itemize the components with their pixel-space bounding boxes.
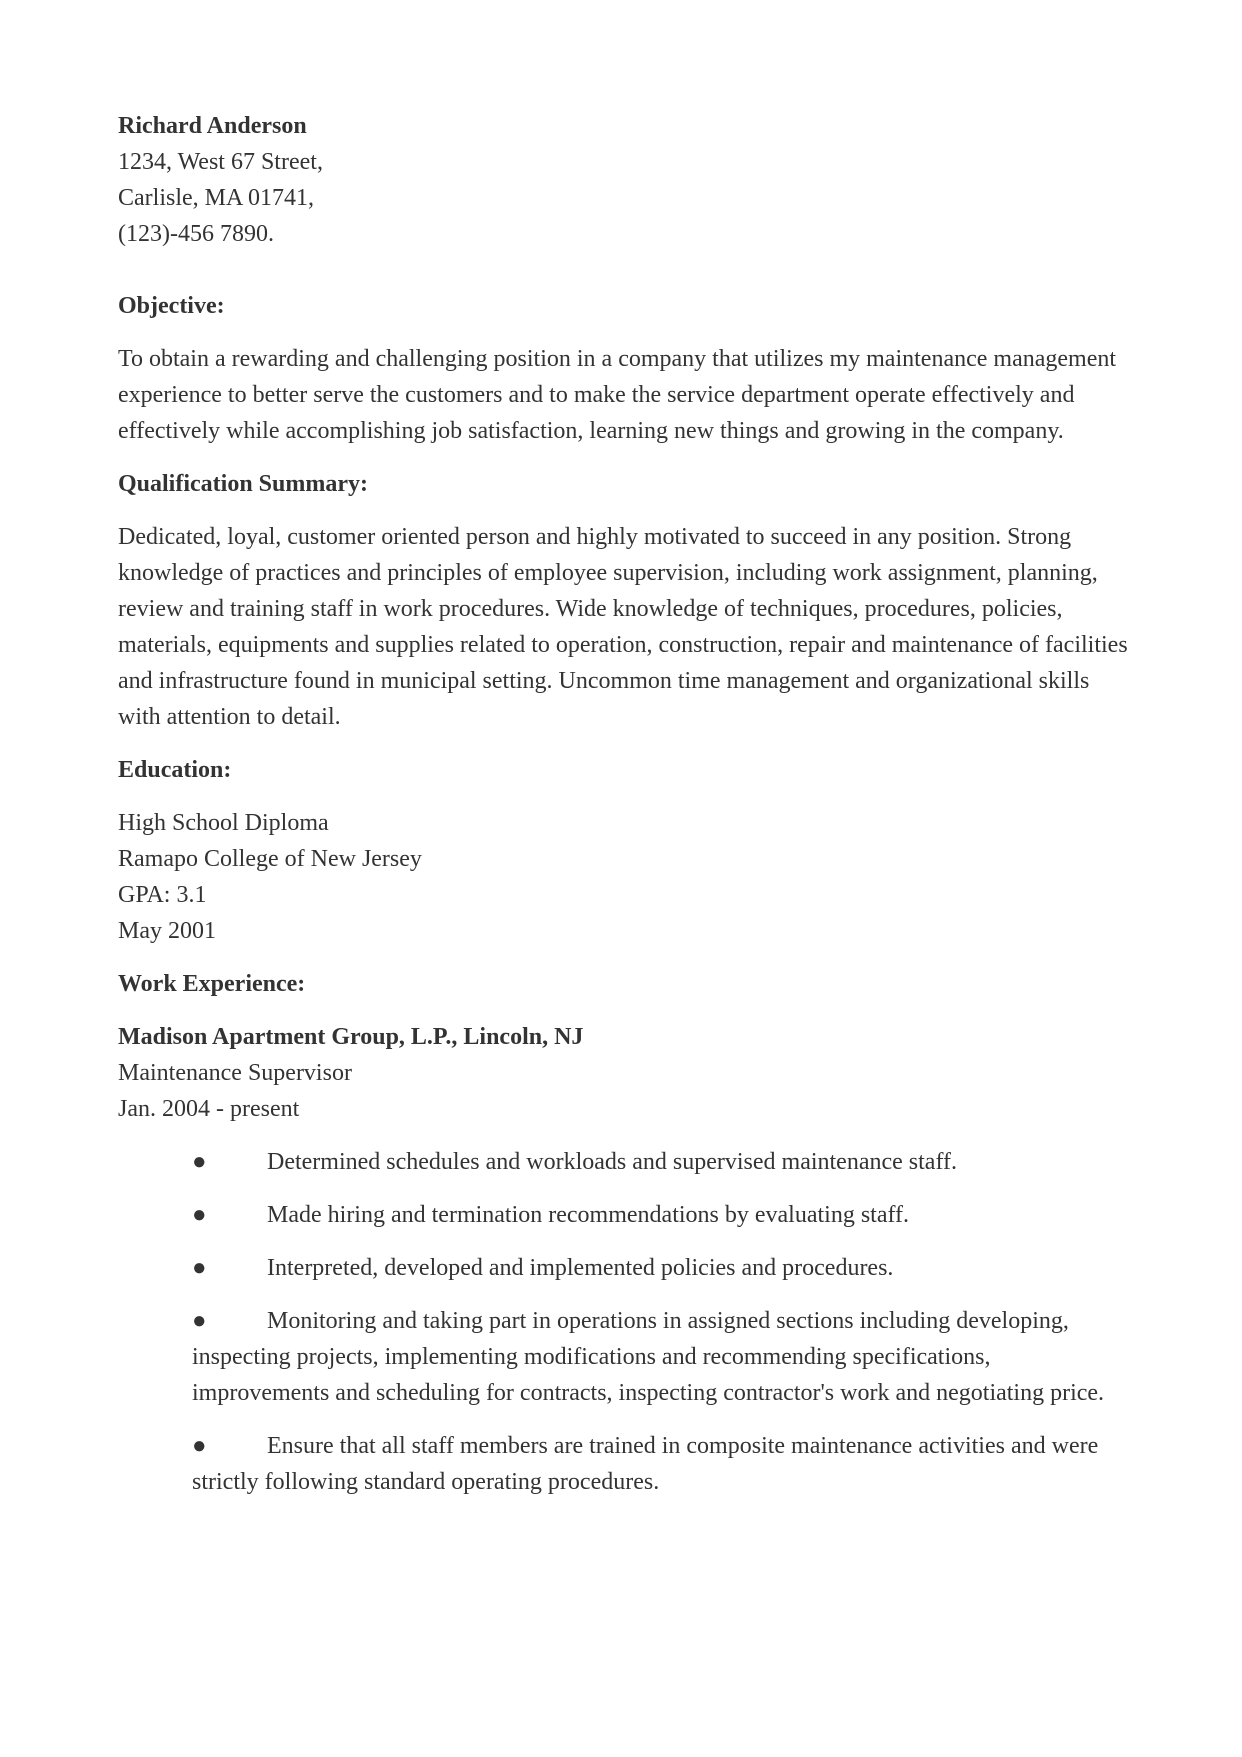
list-item	[192, 1250, 1128, 1286]
work-title: Maintenance Supervisor	[118, 1060, 352, 1086]
objective-heading: Objective:	[118, 293, 225, 319]
bullet-text: Made hiring and termination recommendations by evaluating staff.	[267, 1202, 910, 1228]
address-line-1: 1234, West 67 Street,	[118, 149, 323, 175]
education-degree: High School Diploma	[118, 810, 329, 836]
resume-document	[118, 108, 1128, 1517]
work-dates: Jan. 2004 - present	[118, 1096, 300, 1122]
list-item	[192, 1428, 1128, 1500]
bullet-text: Interpreted, developed and implemented policies and procedures.	[267, 1255, 894, 1281]
education-block	[118, 805, 1128, 949]
education-heading: Education:	[118, 757, 232, 783]
qualification-heading: Qualification Summary:	[118, 471, 368, 497]
bullet-text: Monitoring and taking part in operations in assigned sections including developing, inspecting projects, implementing modifications and recommending specifications, improvements and scheduling for contracts, inspecting contractor's work and negotiating price.	[192, 1308, 1105, 1406]
list-item	[192, 1144, 1128, 1180]
education-date: May 2001	[118, 918, 216, 944]
bullet-icon: ●	[192, 1202, 207, 1228]
bullet-icon: ●	[192, 1433, 207, 1459]
bullet-text: Ensure that all staff members are trained in composite maintenance activities and were strictly following standard operating procedures.	[192, 1433, 1099, 1495]
objective-text: To obtain a rewarding and challenging position in a company that utilizes my maintenance management experience to better serve the customers and to make the service department operate effectively and effectively while accomplishing job satisfaction, learning new things and growing in the company.	[118, 346, 1117, 444]
bullet-icon: ●	[192, 1255, 207, 1281]
work-company: Madison Apartment Group, L.P., Lincoln, NJ	[118, 1024, 584, 1050]
work-bullet-list	[118, 1144, 1128, 1500]
bullet-icon: ●	[192, 1149, 207, 1175]
contact-block	[118, 108, 1128, 252]
qualification-text: Dedicated, loyal, customer oriented person and highly motivated to succeed in any position. Strong knowledge of practices and principles of employee supervision, including work assignment, planning, review and training staff in work procedures. Wide knowledge of techniques, procedures, policies, materials, equipments and supplies related to operation, construction, repair and maintenance of facilities and infrastructure found in municipal setting. Uncommon time management and organizational skills with attention to detail.	[118, 524, 1128, 730]
bullet-icon: ●	[192, 1308, 207, 1334]
education-gpa: GPA: 3.1	[118, 882, 207, 908]
work-heading: Work Experience:	[118, 971, 306, 997]
bullet-text: Determined schedules and workloads and supervised maintenance staff.	[267, 1149, 957, 1175]
candidate-name: Richard Anderson	[118, 113, 307, 139]
work-entry	[118, 1019, 1128, 1127]
address-line-2: Carlisle, MA 01741,	[118, 185, 314, 211]
list-item	[192, 1197, 1128, 1233]
phone-number: (123)-456 7890.	[118, 221, 274, 247]
education-school: Ramapo College of New Jersey	[118, 846, 422, 872]
list-item	[192, 1303, 1128, 1411]
